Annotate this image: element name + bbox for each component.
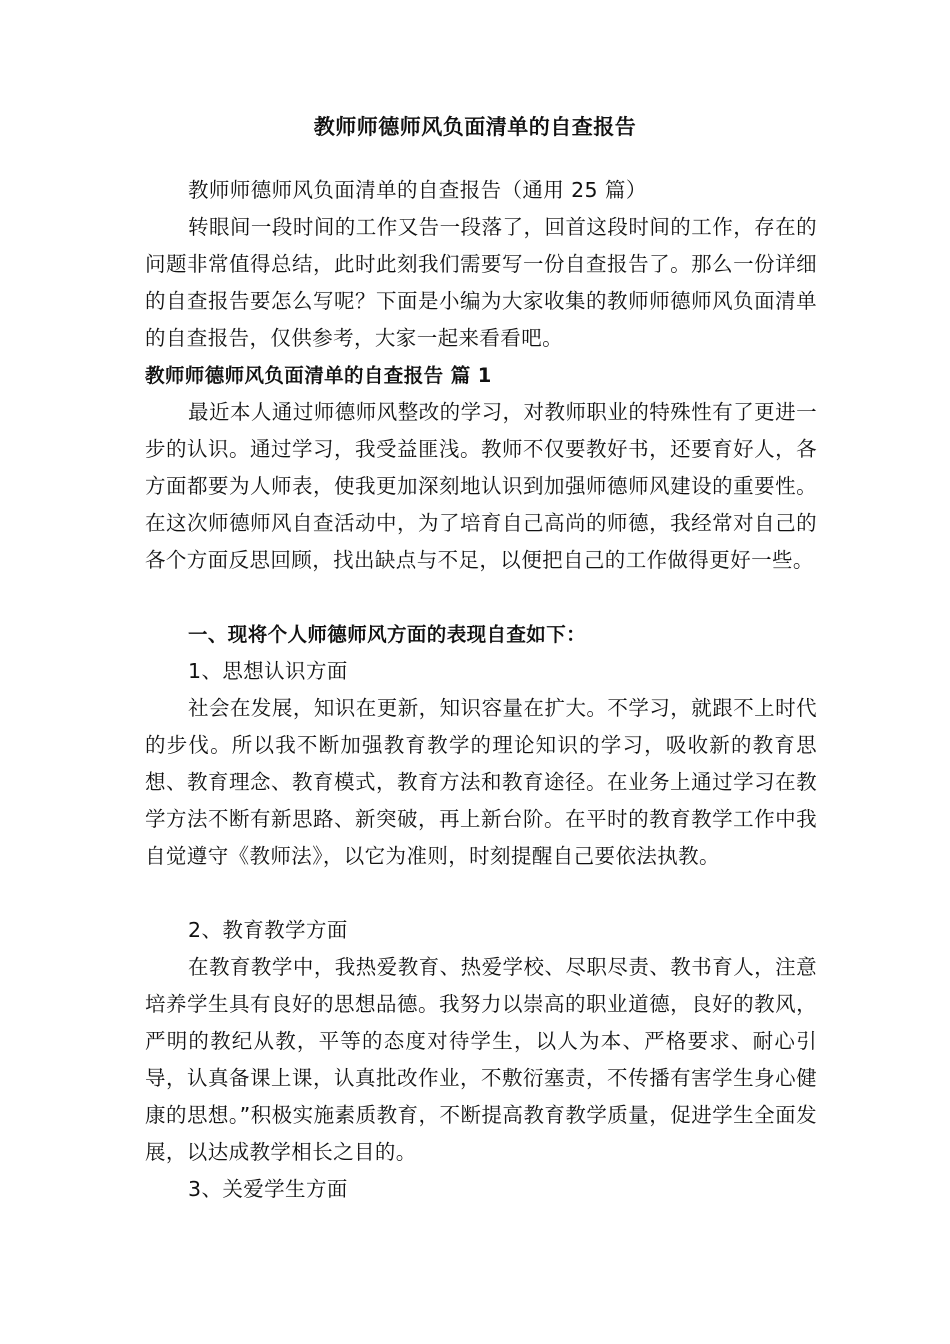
section-heading: 教师师德师风负面清单的自查报告 篇 1 (145, 364, 492, 387)
subheading-self-check: 一、现将个人师德师风方面的表现自查如下： (188, 623, 587, 646)
document-subtitle: 教师师德师风负面清单的自查报告（通用 25 篇） (188, 178, 647, 202)
item-1-title: 1、思想认识方面 (188, 659, 348, 683)
document-title: 教师师德师风负面清单的自查报告 (313, 115, 637, 139)
intro-paragraph: 转眼间一段时间的工作又告一段落了，回首这段时间的工作，存在的问题非常值得总结，此时此刻我们需要写一份自查报告了。那么一份详细的自查报告要怎么写呢？下面是小编为大家收集的教师师德师风负面清单的自查报告，仅供参考，大家一起来看看吧。 (145, 215, 817, 350)
item-2-text: 在教育教学中，我热爱教育、热爱学校、尽职尽责、教书育人，注意培养学生具有良好的思想品德。我努力以崇高的职业道德，良好的教风，严明的教纪从教，平等的态度对待学生，以人为本、严格要求、耐心引导，认真备课上课，认真批改作业，不敷衍塞责，不传播有害学生身心健康的思想。”积极实施素质教育，不断提高教育教学质量，促进学生全面发展，以达成教学相长之目的。 (145, 955, 817, 1164)
item-3-title: 3、关爱学生方面 (188, 1177, 348, 1201)
item-1-text: 社会在发展，知识在更新，知识容量在扩大。不学习，就跟不上时代的步伐。所以我不断加强教育教学的理论知识的学习，吸收新的教育思想、教育理念、教育模式，教育方法和教育途径。在业务上通过学习在教学方法不断有新思路、新突破，再上新台阶。在平时的教育教学工作中我自觉遵守《教师法》，以它为准则，时刻提醒自己要依法执教。 (145, 696, 817, 868)
paragraph-1: 最近本人通过师德师风整改的学习，对教师职业的特殊性有了更进一步的认识。通过学习，我受益匪浅。教师不仅要教好书，还要育好人，各方面都要为人师表，使我更加深刻地认识到加强师德师风建设的重要性。在这次师德师风自查活动中，为了培育自己高尚的师德，我经常对自己的各个方面反思回顾，找出缺点与不足，以便把自己的工作做得更好一些。 (145, 400, 817, 572)
item-2-title: 2、教育教学方面 (188, 918, 348, 942)
